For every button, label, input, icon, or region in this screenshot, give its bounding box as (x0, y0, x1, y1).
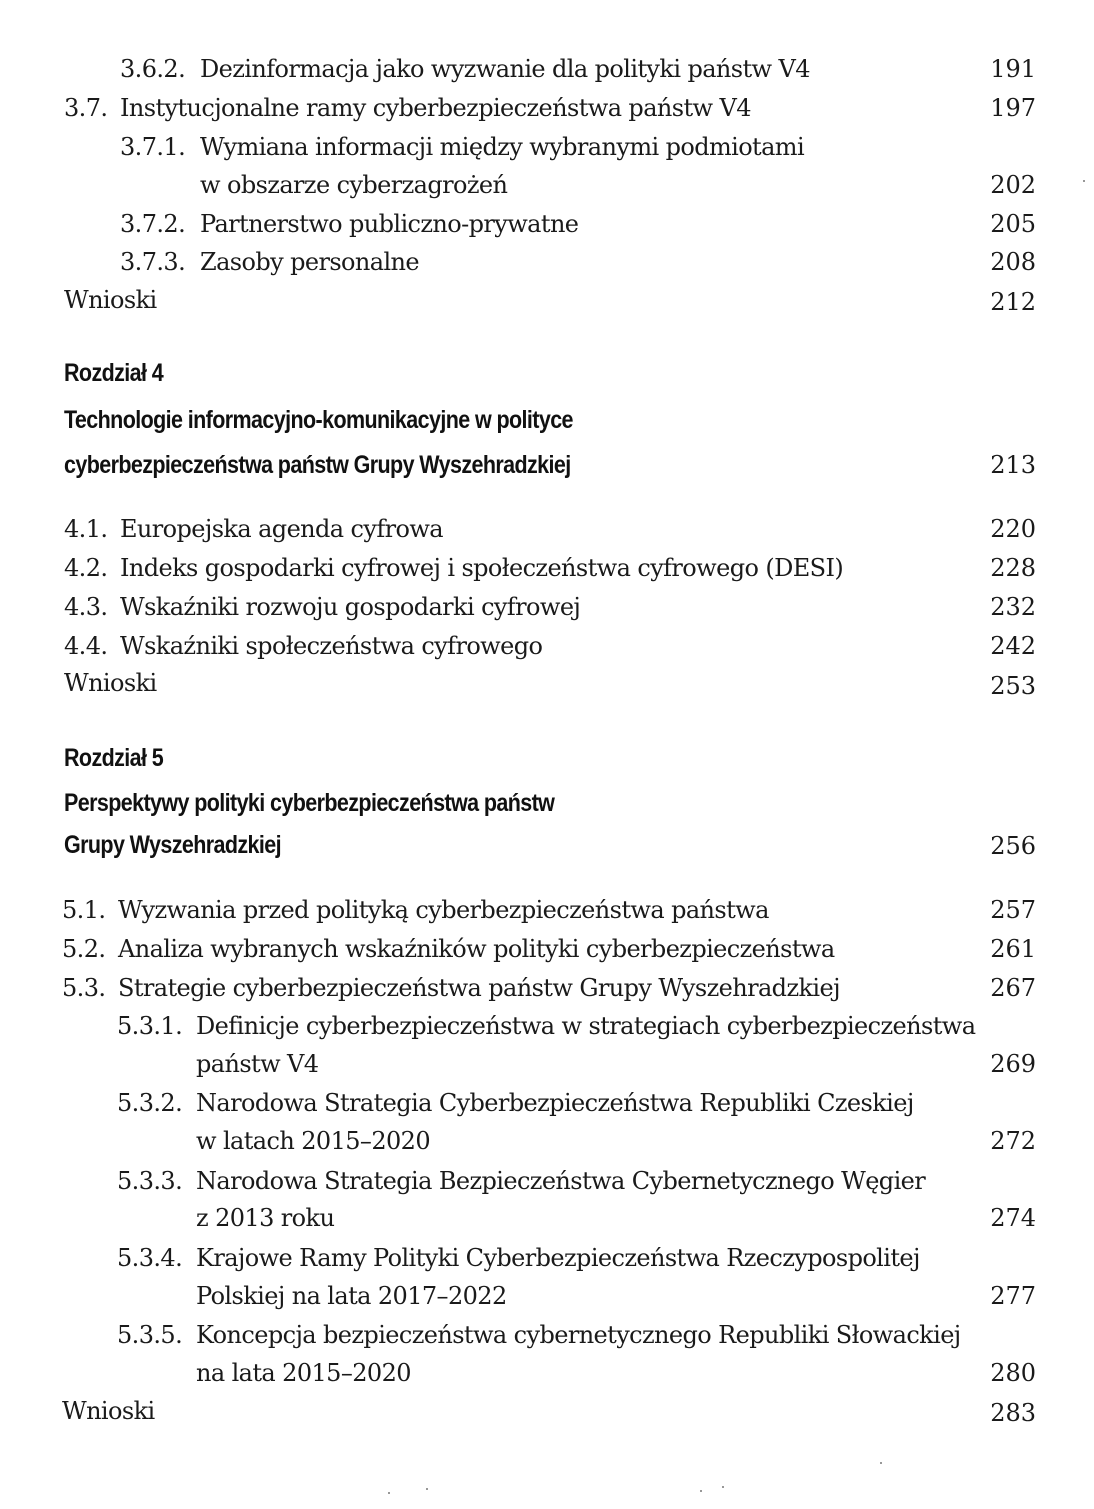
scan-speck (426, 1488, 428, 1490)
scan-speck (388, 1492, 390, 1494)
toc-entry-5-1 (0, 891, 1094, 929)
entry-page: 257 (990, 896, 1036, 924)
entry-page: 280 (990, 1359, 1036, 1387)
entry-title: Wskaźniki społeczeństwa cyfrowego (120, 632, 543, 660)
entry-number: 3.7.3. (120, 248, 186, 276)
entry-title: Europejska agenda cyfrowa (120, 515, 443, 543)
entry-number: 4.2. (64, 554, 108, 582)
entry-title-continuation: w latach 2015–2020 (196, 1127, 430, 1155)
chapter-4-title-line-2: cyberbezpieczeństwa państw Grupy Wyszehradzkiej (64, 451, 571, 479)
entry-page: 274 (990, 1204, 1036, 1232)
toc-entry-5-3-1 (0, 1007, 1094, 1045)
entry-title-continuation: w obszarze cyberzagrożeń (200, 171, 508, 199)
toc-entry-3-7-1-cont (0, 166, 1094, 204)
entry-number: 3.7.2. (120, 210, 186, 238)
toc-entry-4-2 (0, 549, 1094, 587)
entry-number: 5.2. (62, 935, 106, 963)
entry-page: 269 (990, 1050, 1036, 1078)
entry-title: Partnerstwo publiczno-prywatne (200, 210, 579, 238)
toc-entry-wnioski-3 (0, 281, 1094, 319)
entry-page: 261 (990, 935, 1036, 963)
entry-number: 5.3. (62, 974, 106, 1002)
entry-number: 4.3. (64, 593, 108, 621)
entry-page: 283 (990, 1399, 1036, 1427)
entry-page: 205 (990, 210, 1036, 238)
entry-page: 277 (990, 1282, 1036, 1310)
chapter-5-page: 256 (990, 832, 1036, 860)
entry-page: 220 (990, 515, 1036, 543)
entry-title-continuation: państw V4 (196, 1050, 319, 1078)
toc-entry-5-3-2-cont (0, 1122, 1094, 1160)
scan-speck (700, 1490, 702, 1492)
entry-title: Analiza wybranych wskaźników polityki cyberbezpieczeństwa (118, 935, 835, 963)
toc-entry-5-3-3 (0, 1162, 1094, 1200)
entry-page: 202 (990, 171, 1036, 199)
entry-page: 267 (990, 974, 1036, 1002)
toc-entry-3-6-2 (0, 50, 1094, 88)
toc-entry-wnioski-5 (0, 1392, 1094, 1430)
entry-title: Definicje cyberbezpieczeństwa w strategiach cyberbezpieczeństwa (196, 1012, 976, 1040)
entry-number: 5.3.5. (117, 1321, 183, 1349)
entry-title: Wnioski (62, 1397, 155, 1425)
entry-title: Koncepcja bezpieczeństwa cybernetycznego Republiki Słowackiej (196, 1321, 961, 1349)
entry-number: 5.3.3. (117, 1167, 183, 1195)
toc-entry-5-3 (0, 969, 1094, 1007)
toc-entry-5-2 (0, 930, 1094, 968)
entry-page: 228 (990, 554, 1036, 582)
entry-title: Wnioski (64, 669, 157, 697)
scan-speck (880, 1462, 882, 1464)
entry-page: 232 (990, 593, 1036, 621)
entry-number: 4.1. (64, 515, 108, 543)
entry-page: 212 (990, 288, 1036, 316)
entry-title-continuation: z 2013 roku (196, 1204, 335, 1232)
toc-entry-4-4 (0, 627, 1094, 665)
entry-title: Krajowe Ramy Polityki Cyberbezpieczeństwa Rzeczypospolitej (196, 1244, 920, 1272)
entry-page: 253 (990, 672, 1036, 700)
entry-title-continuation: na lata 2015–2020 (196, 1359, 411, 1387)
entry-title: Wymiana informacji między wybranymi podmiotami (200, 133, 805, 161)
chapter-5-title-line-2: Grupy Wyszehradzkiej (64, 831, 281, 859)
toc-entry-3-7-2 (0, 205, 1094, 243)
entry-page: 197 (990, 94, 1036, 122)
entry-number: 3.7. (64, 94, 108, 122)
entry-page: 208 (990, 248, 1036, 276)
toc-entry-3-7-1 (0, 128, 1094, 166)
toc-entry-5-3-4-cont (0, 1277, 1094, 1315)
entry-title-continuation: Polskiej na lata 2017–2022 (196, 1282, 507, 1310)
entry-title: Narodowa Strategia Cyberbezpieczeństwa Republiki Czeskiej (196, 1089, 914, 1117)
entry-number: 3.7.1. (120, 133, 186, 161)
toc-entry-3-7 (0, 89, 1094, 127)
entry-page: 242 (990, 632, 1036, 660)
entry-number: 5.1. (62, 896, 106, 924)
entry-title: Dezinformacja jako wyzwanie dla polityki państw V4 (200, 55, 810, 83)
chapter-4-page: 213 (990, 451, 1036, 479)
scan-speck (1083, 180, 1085, 182)
entry-number: 5.3.2. (117, 1089, 183, 1117)
entry-title: Instytucjonalne ramy cyberbezpieczeństwa państw V4 (120, 94, 751, 122)
toc-entry-5-3-3-cont (0, 1199, 1094, 1237)
entry-title: Wyzwania przed polityką cyberbezpieczeństwa państwa (118, 896, 769, 924)
entry-number: 5.3.1. (117, 1012, 183, 1040)
entry-page: 272 (990, 1127, 1036, 1155)
chapter-4-title-line-1: Technologie informacyjno-komunikacyjne w polityce (64, 406, 573, 434)
toc-entry-5-3-5-cont (0, 1354, 1094, 1392)
toc-entry-3-7-3 (0, 243, 1094, 281)
entry-title: Wnioski (64, 286, 157, 314)
toc-entry-4-1 (0, 510, 1094, 548)
toc-entry-wnioski-4 (0, 664, 1094, 702)
entry-page: 191 (990, 55, 1036, 83)
entry-number: 3.6.2. (120, 55, 186, 83)
toc-entry-5-3-2 (0, 1084, 1094, 1122)
entry-title: Wskaźniki rozwoju gospodarki cyfrowej (120, 593, 581, 621)
entry-title: Zasoby personalne (200, 248, 420, 276)
toc-entry-4-3 (0, 588, 1094, 626)
scan-speck (722, 1486, 724, 1488)
chapter-5-title-line-1: Perspektywy polityki cyberbezpieczeństwa państw (64, 789, 555, 817)
toc-entry-5-3-4 (0, 1239, 1094, 1277)
toc-entry-5-3-1-cont (0, 1045, 1094, 1083)
entry-title: Indeks gospodarki cyfrowej i społeczeństwa cyfrowego (DESI) (120, 554, 844, 582)
entry-title: Narodowa Strategia Bezpieczeństwa Cybernetycznego Węgier (196, 1167, 926, 1195)
chapter-5-label: Rozdział 5 (64, 744, 164, 772)
entry-title: Strategie cyberbezpieczeństwa państw Grupy Wyszehradzkiej (118, 974, 840, 1002)
chapter-4-label: Rozdział 4 (64, 359, 164, 387)
entry-number: 4.4. (64, 632, 108, 660)
toc-entry-5-3-5 (0, 1316, 1094, 1354)
entry-number: 5.3.4. (117, 1244, 183, 1272)
